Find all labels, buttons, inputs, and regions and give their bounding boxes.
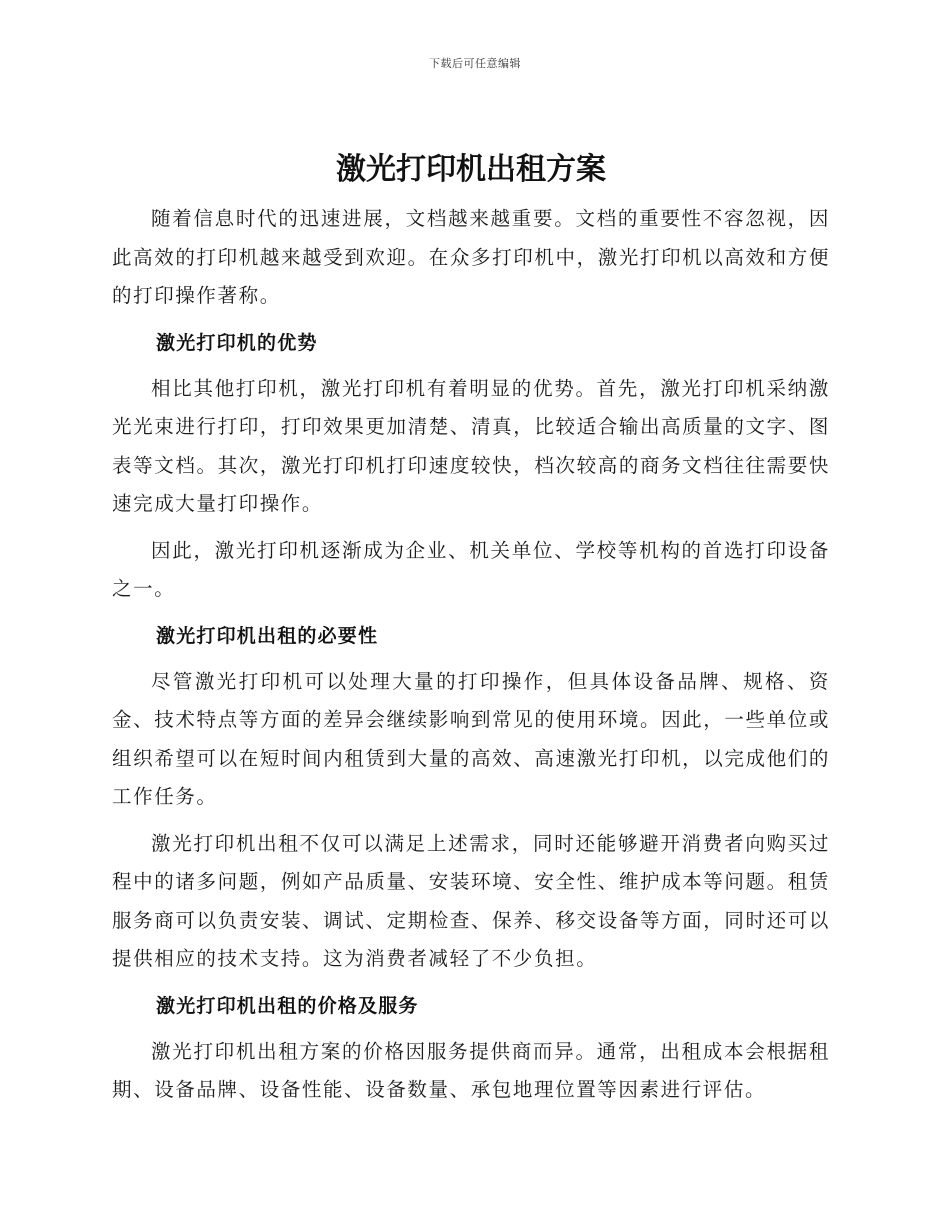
document-body	[112, 148, 830, 1118]
advantages-paragraph-1: 相比其他打印机，激光打印机有着明显的优势。首先，激光打印机采纳激光光束进行打印，打印效果更加清楚、清真，比较适合输出高质量的文字、图表等文档。其次，激光打印机打印速度较快，档次较高的商务文档往往需要快速完成大量打印操作。	[112, 376, 830, 515]
section-heading-necessity: 激光打印机出租的必要性	[156, 624, 379, 647]
document-title: 激光打印机出租方案	[336, 152, 606, 187]
price-service-paragraph-1: 激光打印机出租方案的价格因服务提供商而异。通常，出租成本会根据租期、设备品牌、设备性能、设备数量、承包地理位置等因素进行评估。	[112, 1039, 830, 1101]
section-heading-advantages: 激光打印机的优势	[156, 331, 318, 354]
necessity-paragraph-2: 激光打印机出租不仅可以满足上述需求，同时还能够避开消费者向购买过程中的诸多问题，例如产品质量、安装环境、安全性、维护成本等问题。租赁服务商可以负责安装、调试、定期检查、保养、移交设备等方面，同时还可以提供相应的技术支持。这为消费者减轻了不少负担。	[112, 831, 830, 970]
intro-paragraph: 随着信息时代的迅速进展，文档越来越重要。文档的重要性不容忽视，因此高效的打印机越来越受到欢迎。在众多打印机中，激光打印机以高效和方便的打印操作著称。	[112, 207, 830, 307]
advantages-paragraph-2: 因此，激光打印机逐渐成为企业、机关单位、学校等机构的首选打印设备之一。	[112, 538, 830, 600]
page-header-note: 下载后可任意编辑	[429, 57, 521, 70]
necessity-paragraph-1: 尽管激光打印机可以处理大量的打印操作，但具体设备品牌、规格、资金、技术特点等方面的差异会继续影响到常见的使用环境。因此，一些单位或组织希望可以在短时间内租赁到大量的高效、高速激光打印机，以完成他们的工作任务。	[112, 669, 830, 808]
section-heading-price-service: 激光打印机出租的价格及服务	[156, 994, 419, 1017]
